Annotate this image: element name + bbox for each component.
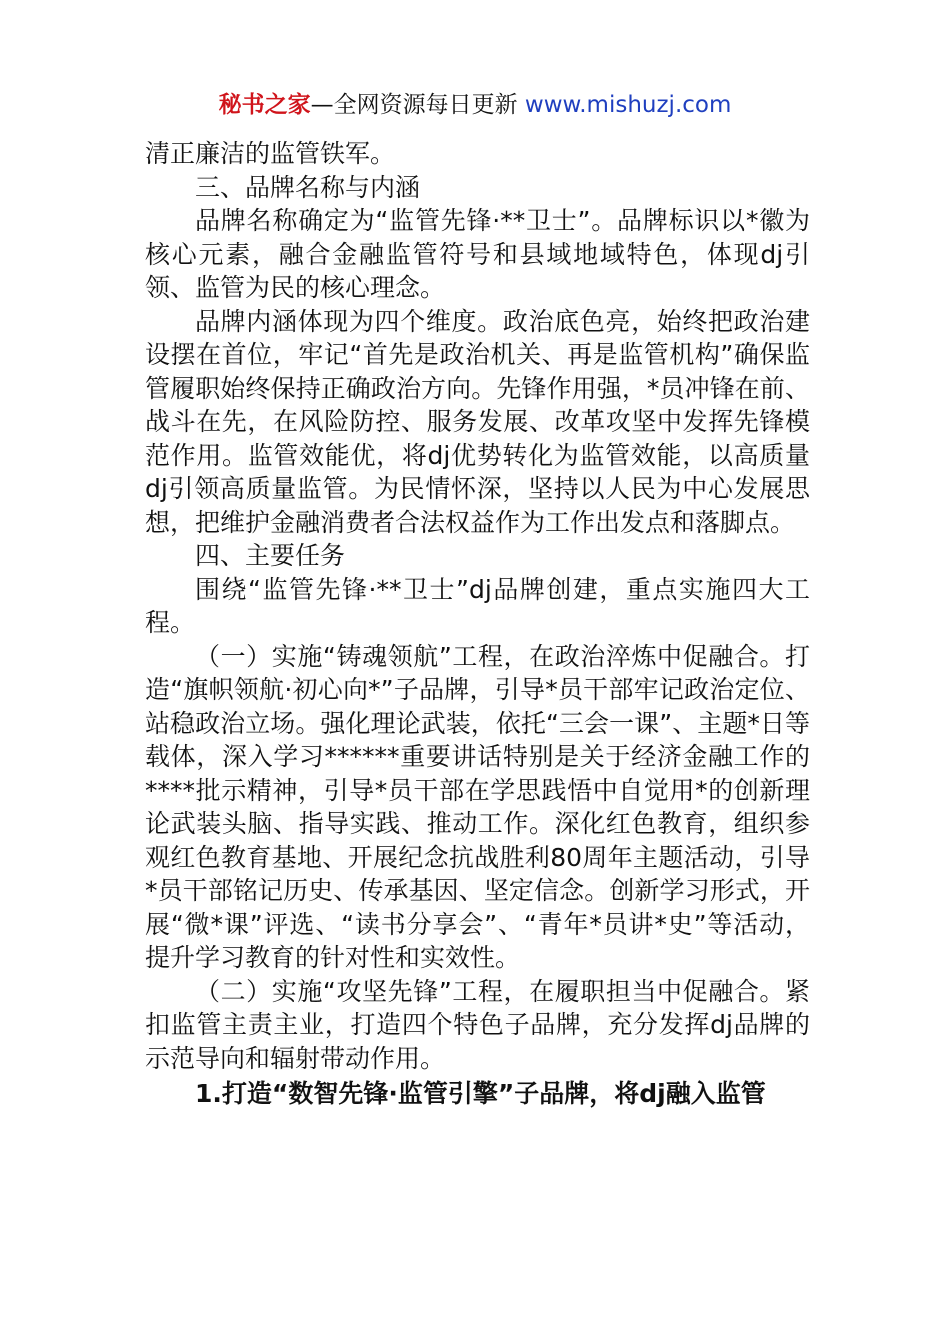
paragraph-task-1: （一）实施“铸魂领航”工程，在政治淬炼中促融合。打造“旗帜领航·初心向*”子品牌，引导*员干部牢记政治定位、站稳政治立场。强化理论武装，依托“三会一课”、主题*日等载体，深入学习******重要讲话特别是关于经济金融工作的****批示精神，引导*员干部在学思践悟中自觉用*的创新理论武装头脑、指导实践、推动工作。深化红色教育，组织参观红色教育基地、开展纪念抗战胜利80周年主题活动，引导*员干部铭记历史、传承基因、坚定信念。创新学习形式，开展“微*课”评选、“读书分享会”、“青年*员讲*史”等活动，提升学习教育的针对性和实效性。 — [145, 641, 810, 972]
paragraph-task-2: （二）实施“攻坚先锋”工程，在履职担当中促融合。紧扣监管主责主业，打造四个特色子品牌，充分发挥dj品牌的示范导向和辐射带动作用。 — [145, 976, 810, 1073]
header-tagline: 全网资源每日更新 — [333, 92, 525, 118]
section-heading-4: 四、主要任务 — [195, 541, 346, 570]
paragraph-brand-connotation: 品牌内涵体现为四个维度。政治底色亮，始终把政治建设摆在首位，牢记“首先是政治机关、再是监管机构”确保监管履职始终保持正确政治方向。先锋作用强，*员冲锋在前、战斗在先，在风险防控、服务发展、改革攻坚中发挥先锋模范作用。监管效能优，将dj优势转化为监管效能，以高质量dj引领高质量监管。为民情怀深，坚持以人民为中心发展思想，把维护金融消费者合法权益作为工作出发点和落脚点。 — [145, 306, 810, 537]
document-body — [145, 137, 810, 1111]
section-heading-3: 三、品牌名称与内涵 — [195, 172, 421, 202]
paragraph-main-tasks: 围绕“监管先锋·**卫士”dj品牌创建，重点实施四大工程。 — [145, 574, 810, 637]
site-url-link[interactable]: www.mishuzj.com — [524, 92, 732, 118]
site-header — [0, 88, 950, 122]
subheading-task-2-1: 1.打造“数智先锋·监管引擎”子品牌，将dj融入监管 — [195, 1079, 766, 1108]
paragraph-brand-name: 品牌名称确定为“监管先锋·**卫士”。品牌标识以*徽为核心元素，融合金融监管符号和县域地域特色，体现dj引领、监管为民的核心理念。 — [145, 206, 810, 302]
paragraph-1: 清正廉洁的监管铁军。 — [145, 139, 396, 168]
site-brand: 秘书之家 — [218, 92, 311, 118]
header-dash: — — [310, 92, 334, 118]
